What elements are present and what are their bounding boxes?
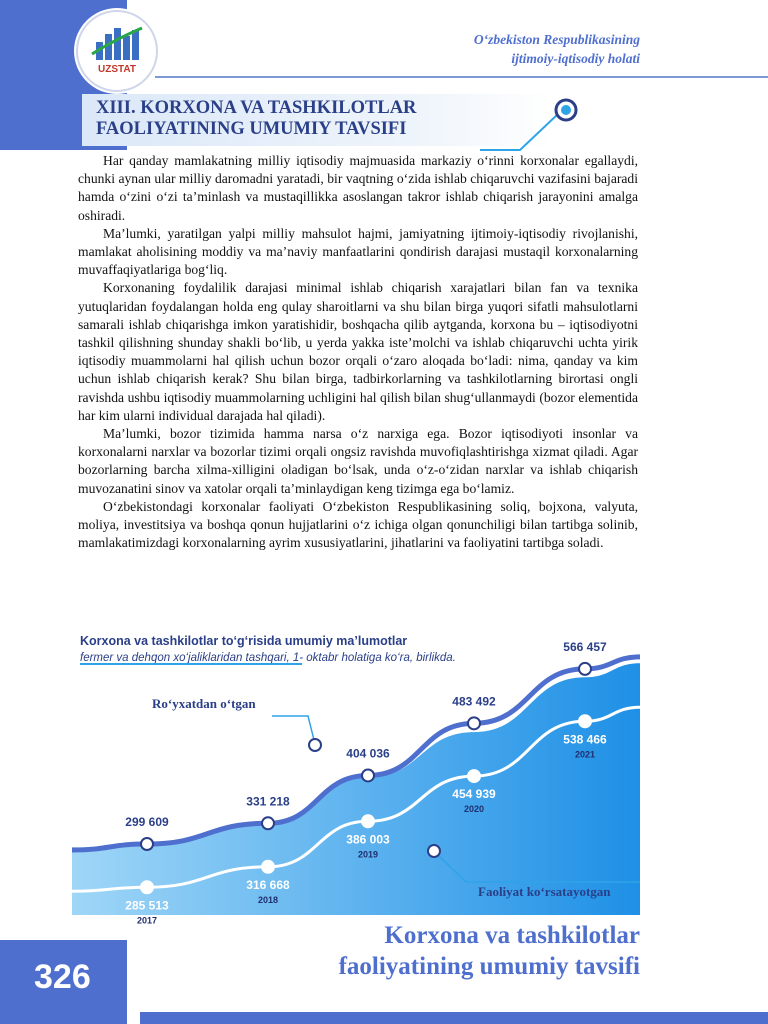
title-connector-icon [480, 96, 590, 152]
section-title [96, 98, 416, 140]
legend-registered-label: Ro‘yxatdan o‘tgan [152, 696, 256, 711]
paragraph: Har qanday mamlakatning milliy iqtisodiy majmuasida markaziy o‘rinni korxonalar egallaydi, chunki aynan ular milliy daromadni yaratadi, bir vaqtning o‘zida ishlab chiqaruvchi vazifasini bajaradi hamda o‘zini o‘zi ta’minlash va mustaqillikka asoslangan takror ishlab chiqarish jarayonini amalga oshiradi. [78, 153, 638, 223]
section-title-line2: FAOLIYATINING UMUMIY TAVSIFI [96, 119, 407, 139]
chart-subtitle: fermer va dehqon xo‘jaliklaridan tashqari, 1- oktabr holatiga ko‘ra, birlikda. [80, 652, 456, 664]
registered-value-label: 331 218 [246, 794, 290, 809]
active-value-label: 538 466 [563, 732, 607, 747]
year-label: 2020 [463, 804, 485, 815]
running-header-line1: O‘zbekiston Respublikasining [473, 32, 640, 47]
active-point [262, 861, 274, 873]
paragraph: Ma’lumki, bozor tizimida hamma narsa o‘z narxiga ega. Bozor iqtisodiyoti insonlar va korxonalarni narxlar va bozorlar tizimi orqali ongsiz ravishda muvofiqlashtirishga xizmat qiladi. Agar bozorlarning barcha xilma-xilligini oladigan bo‘lsak, unda o‘z-o‘zidan narxlar va ishlab chiqarish muvozanatini sinov va xatolar orqali ta’minlaydigan keng tizimga ega bo‘lamiz. [78, 426, 638, 496]
registered-point [579, 663, 591, 675]
active-value-label: 454 939 [452, 787, 496, 802]
year-label: 2019 [357, 849, 379, 860]
legend-active-label: Faoliyat ko‘rsatayotgan [478, 884, 611, 899]
footer-title [339, 920, 640, 982]
logo-chart-icon [78, 12, 156, 90]
legend-registered [152, 696, 321, 751]
footer-title-line2: faoliyatining umumiy tavsifi [338, 953, 640, 980]
registered-point [468, 717, 480, 729]
header-background [127, 0, 768, 78]
active-point [362, 815, 374, 827]
year-label: 2017 [136, 915, 158, 926]
active-point [468, 770, 480, 782]
year-label: 2021 [574, 749, 596, 760]
year-label: 2018 [257, 894, 279, 905]
registered-value-label: 404 036 [346, 746, 390, 761]
chart-title: Korxona va tashkilotlar to‘g‘risida umumiy ma’lumotlar [80, 634, 408, 648]
active-value-label: 285 513 [125, 898, 169, 913]
uzstat-logo [76, 10, 158, 92]
registered-point [262, 817, 274, 829]
paragraph: Korxonaning foydalilik darajasi minimal ishlab chiqarish xarajatlari bilan fan va texnika yutuqlaridan foydalangan holda eng qulay sharoitlarni va shu bilan birga yuqori sifatli mahsulotlarni samarali ishlab chiqarishga imkon yaratishidir, boshqacha qilib aytganda, korxona bu – iqtisodiyotni tashkil qilishning shunday shakli bo‘lib, u yerda yakka iste’molchi va ishlab chiqaruvchi uchta yirik iqtisodiy muammolarni hal qilish uchun bozor orqali o‘zaro aloqada bo‘ladi: nima, qanday va kim uchun ishlab chiqarish kerak? Shu bilan birga, tadbirkorlarning va tashkilotlarning birortasi ongli ravishda ushbu iqtisodiy muammolarning uchligini hal qilish bilan shug‘ullanmaydi (bozor elementida har kim ularni individual darajada hal qiladi). [78, 280, 638, 423]
logo-text: UZSTAT [98, 64, 136, 75]
footer-title-line1: Korxona va tashkilotlar [384, 922, 640, 949]
footer-bar [140, 1012, 768, 1024]
active-value-label: 386 003 [346, 832, 390, 847]
running-header-line2: ijtimoiy-iqtisodiy holati [511, 51, 640, 66]
active-value-label: 316 668 [246, 877, 290, 892]
section-title-line1: XIII. KORXONA VA TASHKILOTLAR [96, 98, 417, 118]
active-point [579, 715, 591, 727]
running-header [474, 30, 640, 68]
paragraph: Ma’lumki, yaratilgan yalpi milliy mahsulot hajmi, jamiyatning ijtimoiy-iqtisodiy rivojlanishi, mamlakat aholisining moddiy va ma’naviy manfaatlarini qondirish darajasi mustaqil korxonalarning muvaffaqiyatlariga bog‘liq. [78, 225, 638, 278]
active-point [141, 881, 153, 893]
registered-value-label: 299 609 [125, 815, 169, 830]
registered-point [141, 838, 153, 850]
page-number: 326 [34, 958, 91, 996]
page-number-box [0, 940, 127, 1024]
registered-point [362, 769, 374, 781]
enterprise-area-chart [72, 630, 640, 926]
header-divider [155, 76, 768, 78]
body-text [78, 152, 638, 552]
registered-value-label: 566 457 [563, 639, 607, 654]
registered-value-label: 483 492 [452, 694, 496, 709]
paragraph: O‘zbekistondagi korxonalar faoliyati O‘zbekiston Respublikasining soliq, bojxona, valyuta, moliya, investitsiya va boshqa qonun hujjatlarini o‘z ichiga olgan qonunchiligi bilan tartibga solinib, mamlakatimizdagi korxonalarning ayrim xususiyatlarini, jihatlarini va faoliyatini tartibga soladi. [78, 498, 638, 551]
